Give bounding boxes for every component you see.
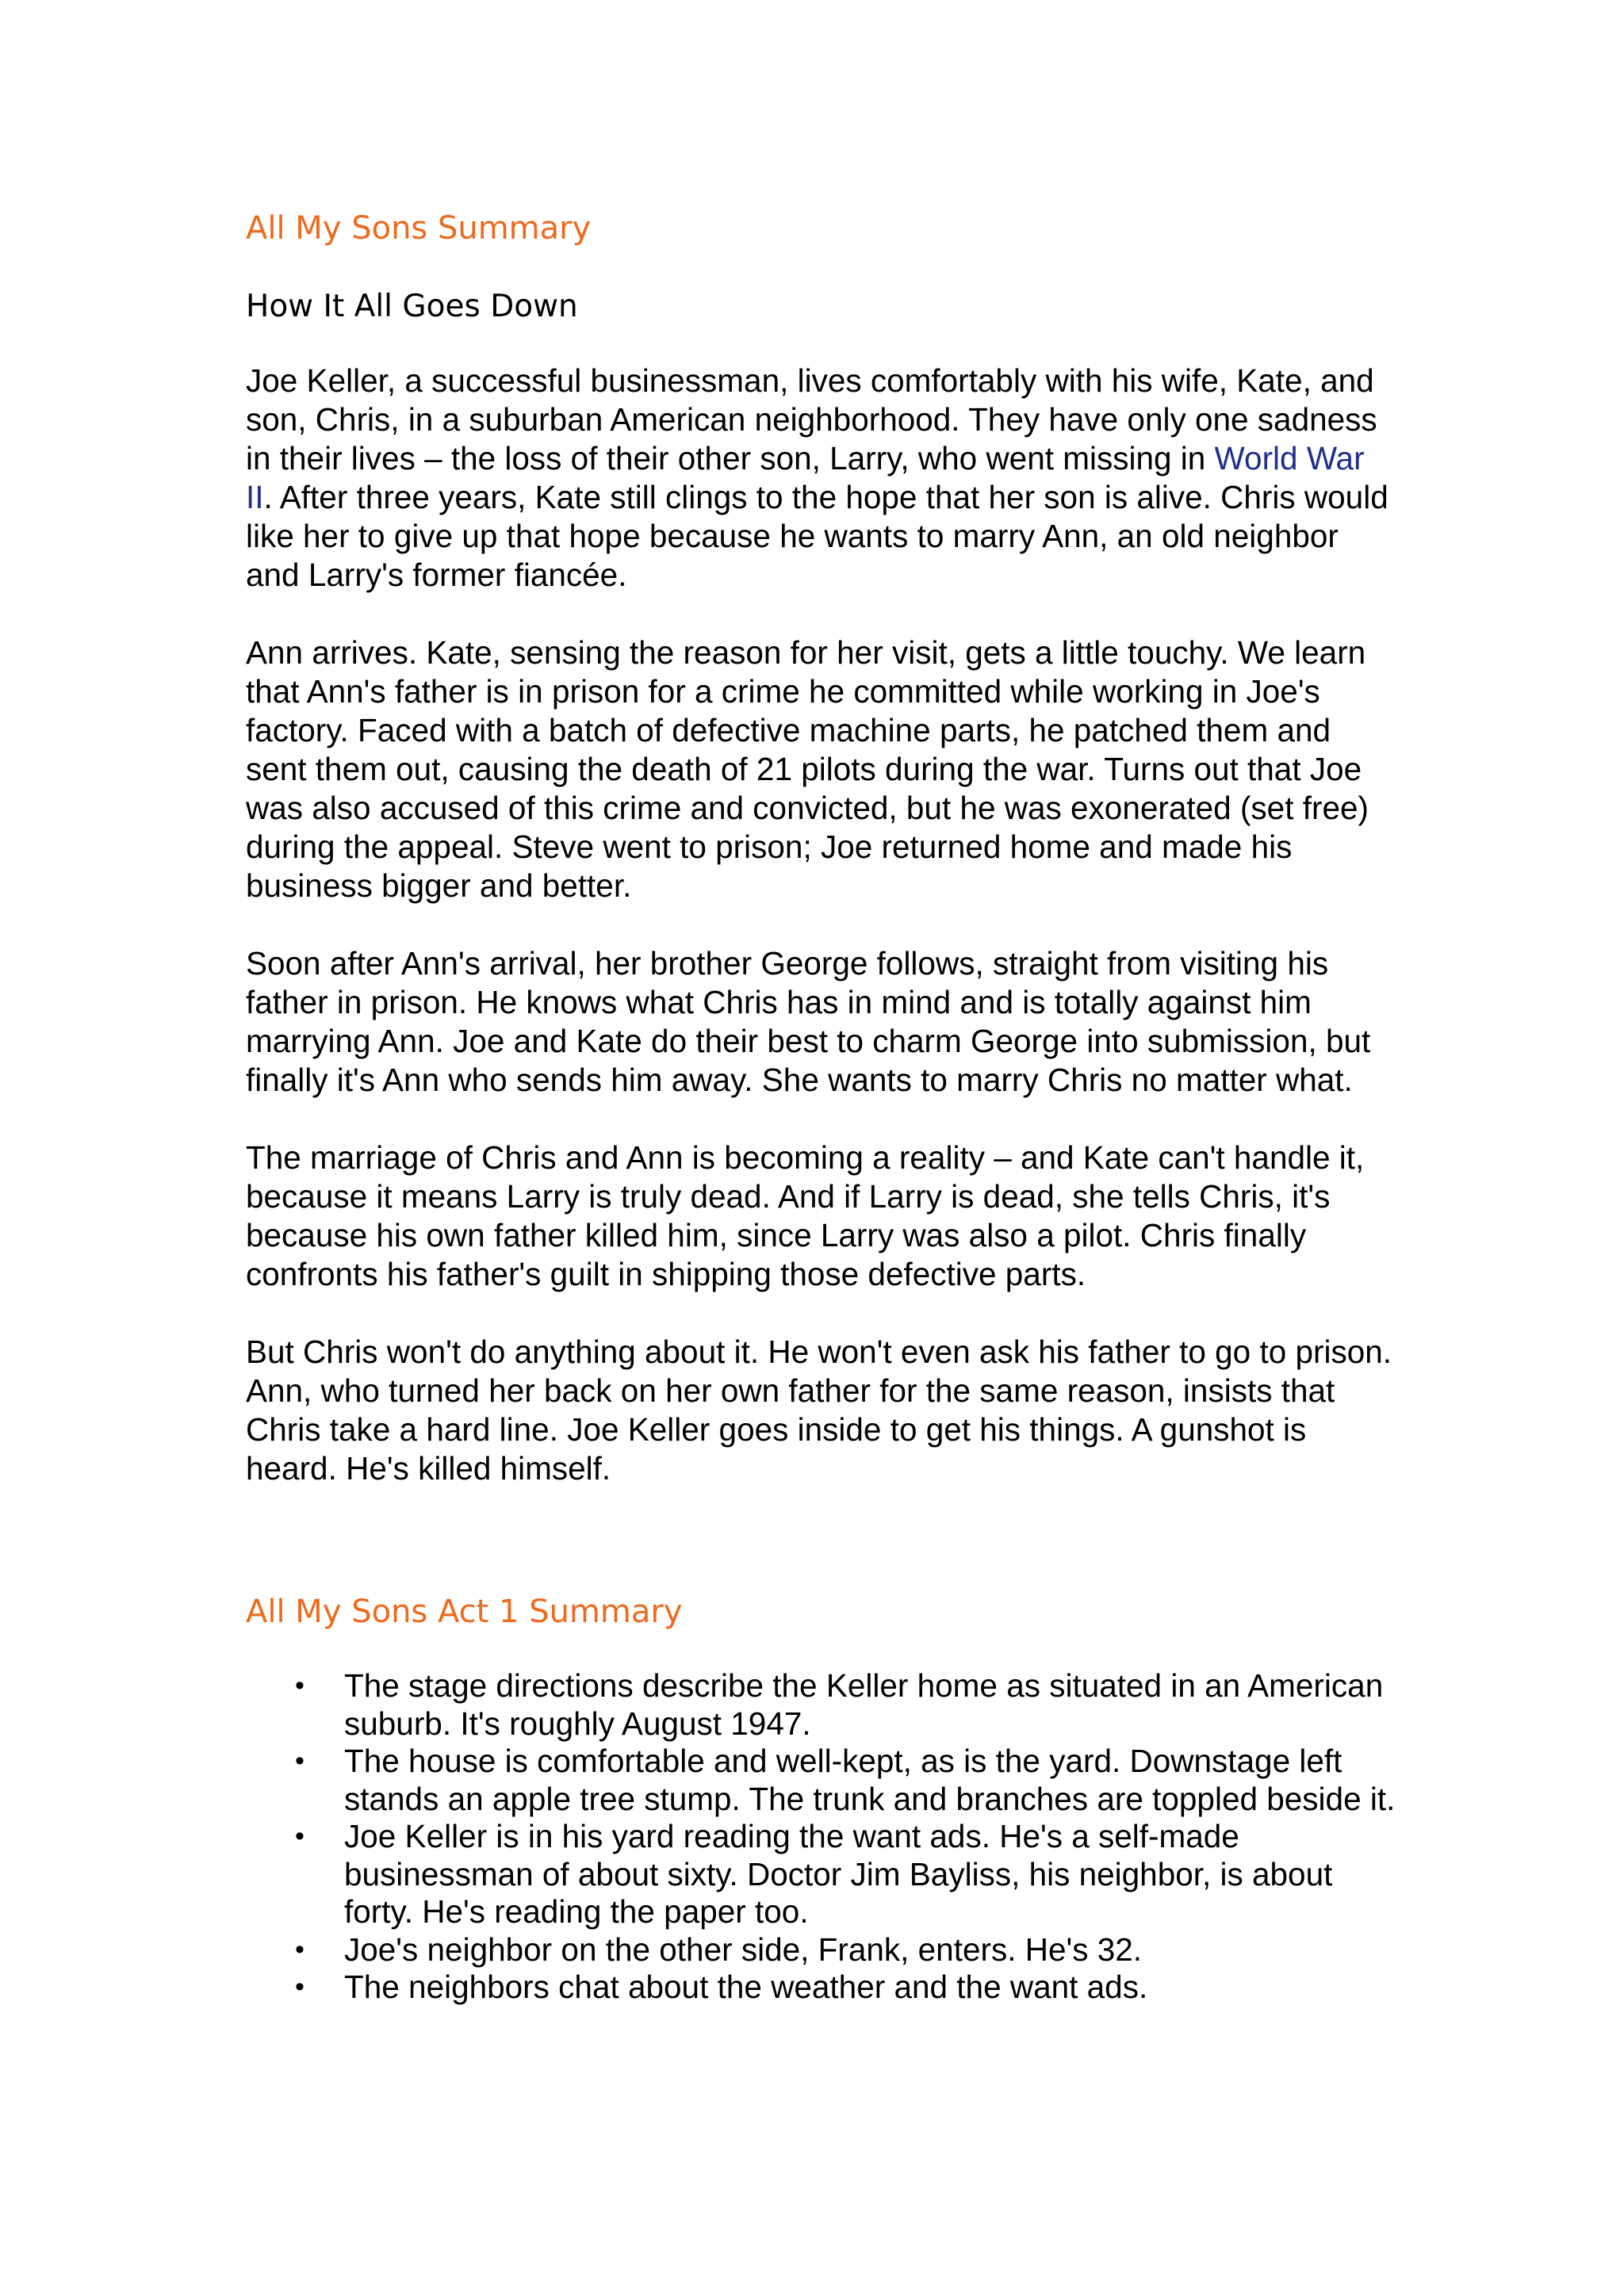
list-item [246, 1743, 1396, 1818]
bullet-icon: • [295, 1746, 304, 1776]
act1-bullet-list [246, 1667, 1396, 2007]
paragraph-text: Joe Keller, a successful businessman, lives comfortably with his wife, Kate, and son, Chris, in a suburban American neighborhood. They have only one sadness in their lives – the loss of their other son, Larry, who went missing in [246, 362, 1377, 476]
summary-paragraph-4: The marriage of Chris and Ann is becoming a reality – and Kate can't handle it, because it means Larry is truly dead. And if Larry is dead, she tells Chris, it's because his own father killed him, since Larry was also a pilot. Chris finally confronts his father's guilt in shipping those defective parts. [246, 1139, 1365, 1292]
list-item-text: Joe Keller is in his yard reading the want ads. He's a self-made businessman of about sixty. Doctor Jim Bayliss, his neighbor, is about forty. He's reading the paper too. [344, 1818, 1333, 1930]
list-item-text: The stage directions describe the Keller home as situated in an American suburb. It's roughly August 1947. [344, 1667, 1384, 1742]
list-item [246, 1931, 1396, 1969]
bullet-icon: • [295, 1821, 304, 1851]
summary-paragraph-5: But Chris won't do anything about it. He won't even ask his father to go to prison. Ann, who turned her back on her own father for the same reason, insists that Chris take a hard line. Joe Keller goes inside to get his things. A gunshot is heard. He's killed himself. [246, 1334, 1392, 1487]
document-page [246, 206, 1396, 2007]
summary-paragraph-3: Soon after Ann's arrival, her brother George follows, straight from visiting his father in prison. He knows what Chris has in mind and is totally against him marrying Ann. Joe and Kate do their best to charm George into submission, but finally it's Ann who sends him away. She wants to marry Chris no matter what. [246, 945, 1371, 1098]
list-item [246, 1667, 1396, 1743]
paragraph-text: . After three years, Kate still clings to the hope that her son is alive. Chris would like her to give up that hope because he wants to marry Ann, an old neighbor and Larry's former fiancée. [246, 479, 1388, 593]
summary-heading: All My Sons Summary [246, 210, 592, 247]
list-item [246, 1969, 1396, 2007]
world-war-ii-link[interactable]: World War II [246, 440, 1365, 515]
bullet-icon: • [295, 1670, 304, 1701]
summary-paragraph-1 [246, 362, 1396, 595]
act1-heading: All My Sons Act 1 Summary [246, 1594, 683, 1630]
list-item-text: The neighbors chat about the weather and the want ads. [344, 1969, 1148, 2005]
list-item [246, 1818, 1396, 1931]
list-item-text: The house is comfortable and well-kept, as is the yard. Downstage left stands an apple tree stump. The trunk and branches are toppled beside it. [344, 1743, 1396, 1817]
summary-subheading: How It All Goes Down [246, 289, 578, 324]
bullet-icon: • [295, 1934, 304, 1965]
bullet-icon: • [295, 1972, 304, 2002]
summary-paragraph-2: Ann arrives. Kate, sensing the reason for her visit, gets a little touchy. We learn that Ann's father is in prison for a crime he committed while working in Joe's factory. Faced with a batch of defective machine parts, he patched them and sent them out, causing the death of 21 pilots during the war. Turns out that Joe was also accused of this crime and convicted, but he was exonerated (set free) during the appeal. Steve went to prison; Joe returned home and made his business bigger and better. [246, 634, 1369, 904]
list-item-text: Joe's neighbor on the other side, Frank, enters. He's 32. [344, 1931, 1143, 1968]
